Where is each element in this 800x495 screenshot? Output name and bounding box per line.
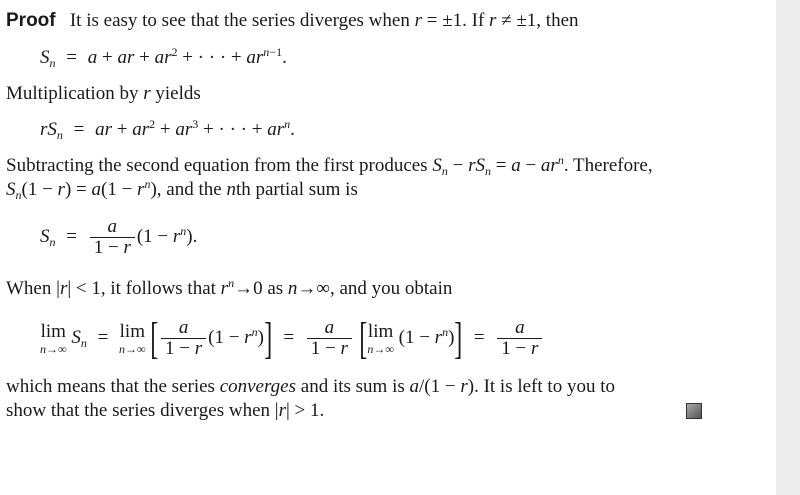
yields-text: yields xyxy=(155,83,201,104)
therefore-text: . Therefore, xyxy=(563,155,653,176)
sum-is-text: and its sum is xyxy=(300,376,405,397)
proof-label: Proof xyxy=(6,10,56,31)
intro-text: It is easy to see that the series diverges when xyxy=(69,10,410,31)
abs-r-lt-1: < 1, it follows that xyxy=(75,278,216,299)
factored-line: $S_n(1 - r) = a(1 - r^n)$, and the nth partial sum is xyxy=(6,177,358,202)
multiplication-text: Multiplication by xyxy=(6,83,139,104)
left-to-you-text: . It is left to you to xyxy=(474,376,615,397)
qed-box-icon xyxy=(686,403,702,419)
subtracting-text: Subtracting the second equation from the first produces xyxy=(6,155,428,176)
to-infinity-text: →∞, and you obtain xyxy=(297,278,453,299)
multiplication-line xyxy=(6,83,201,105)
converges-word: converges xyxy=(219,376,297,397)
conclusion-line-2: show that the series diverges when |r| > 1. xyxy=(6,400,325,421)
equation-sn: $S_n = a$ + ar + $ar^2$ + · · · + $ar^{n-1}$. xyxy=(40,45,287,70)
nth-text: th partial sum is xyxy=(235,179,358,200)
proof-intro-line xyxy=(6,10,579,32)
right-scroll-gutter xyxy=(776,0,800,495)
subtracting-line: Subtracting the second equation from the first produces $S_n - rS_n = a - ar^n$. Therefore, xyxy=(6,153,653,178)
equation-sn-closed: $S_n$ = $\frac{a}{1 - r}$ $(1 - r^n)$. xyxy=(40,216,198,259)
equation-rsn: $rS_n$ = ar + $ar^2 + ar^3$ + · · · + $ar^n$. xyxy=(40,117,295,142)
when-line: When |r| < 1, it follows that $r^n\to 0$ as n→∞, and you obtain xyxy=(6,276,453,299)
partial-sum-text: and the xyxy=(166,179,222,200)
var-r: r xyxy=(489,10,497,31)
eq-pm1: = ±1. If xyxy=(426,10,485,31)
gt-1-text: > 1. xyxy=(294,400,325,421)
which-means-text: which means that the series xyxy=(6,376,215,397)
conclusion-line: which means that the series converges and its sum is a/(1 − r). It is left to you to xyxy=(6,376,615,397)
show-text: show that the series diverges when xyxy=(6,400,271,421)
when-text: When xyxy=(6,278,52,299)
equation-limit: lim n→∞ $S_n$ = lim n→∞ [ $\frac{a}{1 - r}$ $(1 - r^n)$] = $\frac{a}{1 - r}$ [ lim n→∞ $(1 - r^n)$] = $\frac{a}{1 - r}$ xyxy=(40,314,544,362)
limit-op: lim n→∞ xyxy=(367,320,394,356)
limit-op: lim n→∞ xyxy=(40,320,67,356)
var-r: r xyxy=(143,83,151,104)
var-r: r xyxy=(414,10,422,31)
to-zero-text: →0 as xyxy=(234,278,284,299)
limit-op: lim n→∞ xyxy=(119,320,146,356)
neq-pm1: ≠ ±1, then xyxy=(501,10,579,31)
fraction: $\frac{a}{1 - r}$ xyxy=(90,217,135,258)
